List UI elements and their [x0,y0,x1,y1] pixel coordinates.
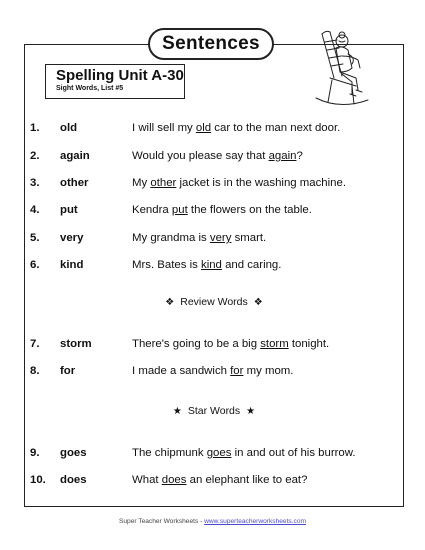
footer-link[interactable]: www.superteacherworksheets.com [204,518,307,525]
spelling-word: goes [60,447,87,459]
spelling-word: for [60,365,76,377]
item-number: 10. [30,474,46,486]
worksheet-frame [24,44,404,507]
item-number: 9. [30,447,40,459]
sentence: My grandma is very smart. [132,232,267,244]
star-icon: ★ [246,406,256,417]
target-word: does [161,474,187,486]
sentence: My other jacket is in the washing machine. [132,177,347,189]
spelling-word: again [60,150,90,162]
diamond-icon: ❖ [165,297,175,308]
page-title: Sentences [148,28,274,60]
unit-title: Spelling Unit A-30 [56,67,184,84]
footer [0,518,425,525]
target-word: goes [206,447,232,459]
sentence: I will sell my old car to the man next door. [132,122,341,134]
grandma-rocking-chair-illustration [312,28,372,110]
star-words-label: Star Words [187,405,241,417]
target-word: storm [260,338,289,350]
diamond-icon: ❖ [253,297,263,308]
star-icon: ★ [172,406,182,417]
review-words-label: Review Words [180,296,248,308]
item-number: 5. [30,232,40,244]
item-number: 8. [30,365,40,377]
sentence: I made a sandwich for my mom. [132,365,294,377]
target-word: old [195,122,212,134]
target-word: kind [201,259,222,271]
footer-text: Super Teacher Worksheets - [118,518,205,525]
spelling-word: old [60,122,78,134]
spelling-word: other [60,177,89,189]
spelling-word: kind [60,259,84,271]
item-number: 4. [30,204,40,216]
sentence: Kendra put the flowers on the table. [132,204,312,216]
item-number: 2. [30,150,40,162]
unit-subtitle: Sight Words, List #5 [56,85,124,92]
spelling-word: storm [60,338,92,350]
sentence: What does an elephant like to eat? [132,474,308,486]
sentence: Would you please say that again? [132,150,303,162]
item-number: 7. [30,338,40,350]
item-number: 6. [30,259,40,271]
target-word: very [209,232,232,244]
unit-box [45,64,185,99]
star-words-heading [24,403,404,420]
item-number: 3. [30,177,40,189]
review-words-heading [24,294,404,311]
item-number: 1. [30,122,40,134]
spelling-word: does [60,474,87,486]
sentence: Mrs. Bates is kind and caring. [132,259,282,271]
spelling-word: put [60,204,78,216]
target-word: for [230,365,244,377]
sentence: The chipmunk goes in and out of his burrow. [132,447,356,459]
target-word: put [171,204,188,216]
sentence: There's going to be a big storm tonight. [132,338,330,350]
spelling-word: very [60,232,84,244]
target-word: again [268,150,297,162]
target-word: other [150,177,177,189]
